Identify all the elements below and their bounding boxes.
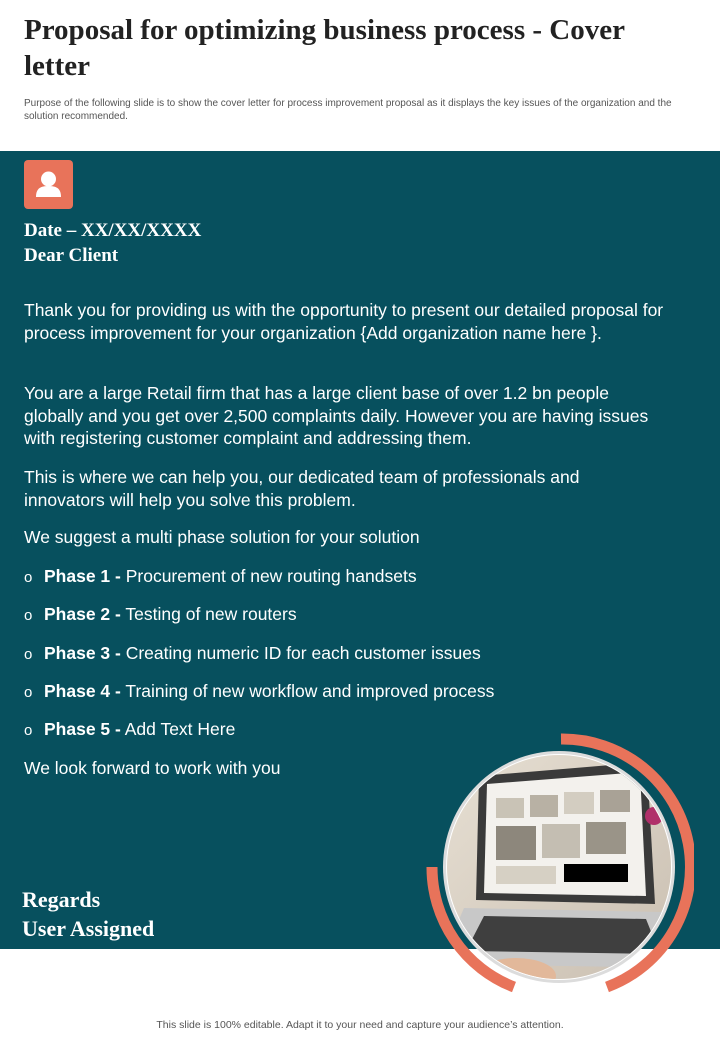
letter-paragraph: We suggest a multi phase solution for your solution bbox=[24, 527, 420, 547]
phase-name: Phase 2 - bbox=[44, 604, 121, 624]
phase-text: Testing of new routers bbox=[120, 604, 297, 624]
phase-name: Phase 5 - bbox=[44, 719, 121, 739]
phase-item bbox=[24, 565, 664, 590]
bullet-icon: o bbox=[24, 722, 33, 739]
signature-name: User Assigned bbox=[22, 916, 155, 941]
letter-date: Date – XX/XX/XXXX bbox=[24, 220, 202, 241]
phase-text: Creating numeric ID for each customer issues bbox=[120, 643, 481, 663]
regards-label: Regards bbox=[22, 887, 101, 912]
letter-closing: We look forward to work with you bbox=[24, 758, 281, 778]
letter-paragraph: This is where we can help you, our dedicated team of professionals and innovators will help you solve this problem. bbox=[24, 467, 580, 510]
bullet-icon: o bbox=[24, 569, 33, 586]
phase-name: Phase 4 - bbox=[44, 681, 121, 701]
phase-item bbox=[24, 680, 664, 705]
user-icon bbox=[24, 160, 73, 209]
phase-text: Training of new workflow and improved process bbox=[120, 681, 495, 701]
letter-paragraph: Thank you for providing us with the opportunity to present our detailed proposal for process improvement for your organization {Add organization name here }. bbox=[24, 300, 664, 343]
phase-item bbox=[24, 642, 664, 667]
bullet-icon: o bbox=[24, 607, 33, 624]
laptop-photo bbox=[424, 732, 694, 1002]
footer-note: This slide is 100% editable. Adapt it to your need and capture your audience’s attention. bbox=[156, 1019, 564, 1031]
phase-name: Phase 3 - bbox=[44, 643, 121, 663]
phase-item bbox=[24, 603, 664, 628]
bullet-icon: o bbox=[24, 684, 33, 701]
bullet-icon: o bbox=[24, 646, 33, 663]
letter-paragraph: You are a large Retail firm that has a large client base of over 1.2 bn people globally and you get over 2,500 complaints daily. However you are having issues with registering customer complaint and addressing them. bbox=[24, 383, 649, 448]
page-subtitle: Purpose of the following slide is to show the cover letter for process improvement proposal as it displays the key issues of the organization and the solution recommended. bbox=[24, 98, 672, 122]
letter-salutation: Dear Client bbox=[24, 245, 119, 266]
page-title: Proposal for optimizing business process - Cover letter bbox=[24, 14, 625, 82]
phase-text: Add Text Here bbox=[120, 719, 236, 739]
phase-name: Phase 1 - bbox=[44, 566, 121, 586]
phase-text: Procurement of new routing handsets bbox=[120, 566, 417, 586]
